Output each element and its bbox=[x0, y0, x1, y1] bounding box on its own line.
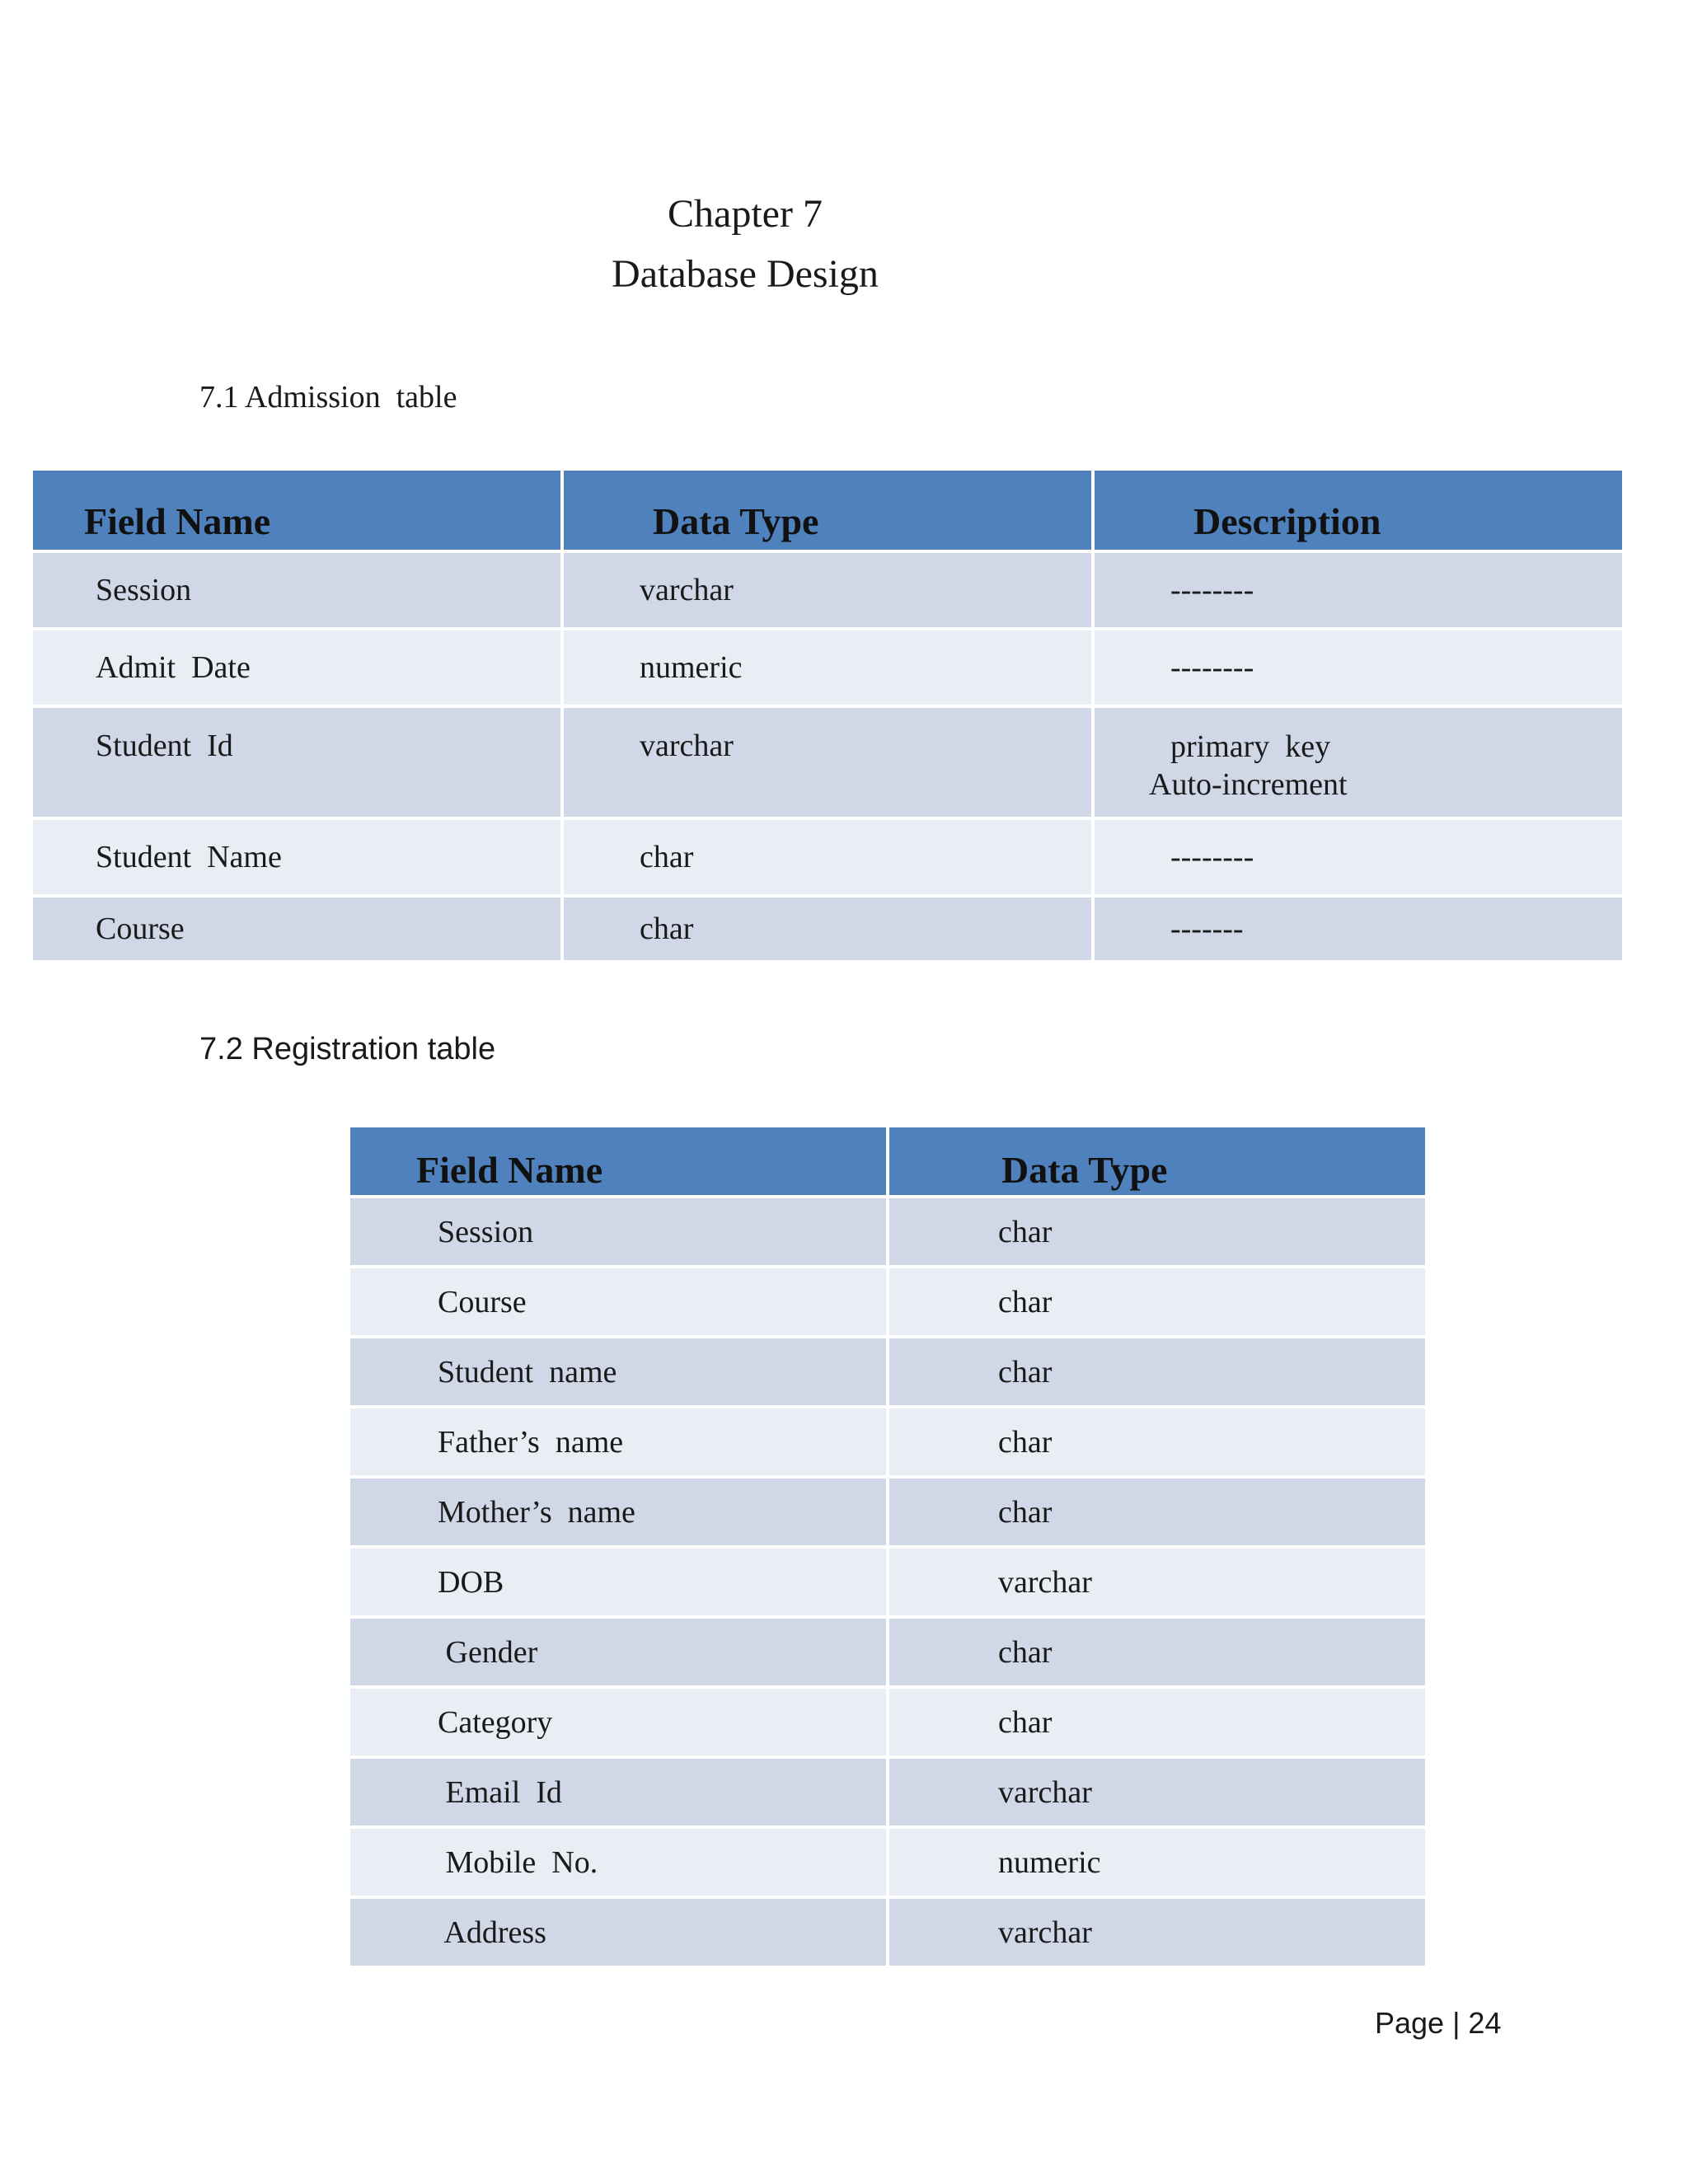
data-type-cell: char bbox=[889, 1619, 1425, 1685]
field-name-cell: Gender bbox=[350, 1619, 886, 1685]
table-row bbox=[33, 820, 1622, 894]
table-row bbox=[350, 1619, 1425, 1685]
table-row bbox=[350, 1759, 1425, 1825]
header-data-type: Data Type bbox=[564, 471, 1091, 550]
description-line: primary key bbox=[1170, 729, 1331, 764]
header-data-type: Data Type bbox=[889, 1127, 1425, 1195]
admission-section-heading: 7.1 Admission table bbox=[199, 380, 457, 415]
field-name-cell: Category bbox=[350, 1689, 886, 1755]
field-name-cell: Course bbox=[350, 1268, 886, 1335]
chapter-title: Database Design bbox=[612, 252, 879, 296]
data-type-cell: char bbox=[889, 1479, 1425, 1545]
chapter-heading: Chapter 7 bbox=[668, 192, 823, 236]
description-cell: ------- bbox=[1095, 898, 1622, 960]
admission-header-row bbox=[33, 471, 1622, 550]
registration-table bbox=[347, 1124, 1428, 1969]
data-type-cell: char bbox=[889, 1408, 1425, 1475]
table-row bbox=[33, 630, 1622, 705]
description-cell: -------- bbox=[1095, 630, 1622, 705]
registration-section-heading: 7.2 Registration table bbox=[199, 1032, 496, 1066]
table-row bbox=[350, 1198, 1425, 1265]
header-field-name: Field Name bbox=[33, 471, 560, 550]
field-name-cell: Father’s name bbox=[350, 1408, 886, 1475]
data-type-cell: varchar bbox=[889, 1549, 1425, 1615]
table-row bbox=[350, 1689, 1425, 1755]
data-type-cell: char bbox=[889, 1268, 1425, 1335]
field-name-cell: DOB bbox=[350, 1549, 886, 1615]
field-name-cell: Course bbox=[33, 898, 560, 960]
table-row bbox=[33, 553, 1622, 627]
field-name-cell: Address bbox=[350, 1899, 886, 1966]
data-type-cell: numeric bbox=[564, 630, 1091, 705]
table-row bbox=[350, 1549, 1425, 1615]
description-cell bbox=[1095, 708, 1622, 817]
data-type-cell: char bbox=[889, 1689, 1425, 1755]
data-type-cell: char bbox=[564, 898, 1091, 960]
field-name-cell: Student Name bbox=[33, 820, 560, 894]
admission-table bbox=[30, 467, 1625, 963]
data-type-cell: numeric bbox=[889, 1829, 1425, 1896]
page-number: Page | 24 bbox=[1375, 2006, 1502, 2040]
field-name-cell: Session bbox=[33, 553, 560, 627]
field-name-cell: Mother’s name bbox=[350, 1479, 886, 1545]
registration-header-row bbox=[350, 1127, 1425, 1195]
description-line: Auto-increment bbox=[1149, 767, 1348, 802]
table-row bbox=[33, 898, 1622, 960]
data-type-cell: char bbox=[564, 820, 1091, 894]
field-name-cell: Mobile No. bbox=[350, 1829, 886, 1896]
table-row bbox=[33, 708, 1622, 817]
description-cell: -------- bbox=[1095, 820, 1622, 894]
data-type-cell: varchar bbox=[889, 1899, 1425, 1966]
table-row bbox=[350, 1408, 1425, 1475]
field-name-cell: Email Id bbox=[350, 1759, 886, 1825]
field-name-cell: Session bbox=[350, 1198, 886, 1265]
description-cell: -------- bbox=[1095, 553, 1622, 627]
table-row bbox=[350, 1899, 1425, 1966]
header-field-name: Field Name bbox=[350, 1127, 886, 1195]
header-description: Description bbox=[1095, 471, 1622, 550]
data-type-cell: varchar bbox=[564, 708, 1091, 817]
data-type-cell: char bbox=[889, 1338, 1425, 1405]
table-row bbox=[350, 1829, 1425, 1896]
data-type-cell: varchar bbox=[889, 1759, 1425, 1825]
field-name-cell: Admit Date bbox=[33, 630, 560, 705]
data-type-cell: char bbox=[889, 1198, 1425, 1265]
field-name-cell: Student Id bbox=[33, 708, 560, 817]
field-name-cell: Student name bbox=[350, 1338, 886, 1405]
table-row bbox=[350, 1268, 1425, 1335]
data-type-cell: varchar bbox=[564, 553, 1091, 627]
table-row bbox=[350, 1479, 1425, 1545]
table-row bbox=[350, 1338, 1425, 1405]
